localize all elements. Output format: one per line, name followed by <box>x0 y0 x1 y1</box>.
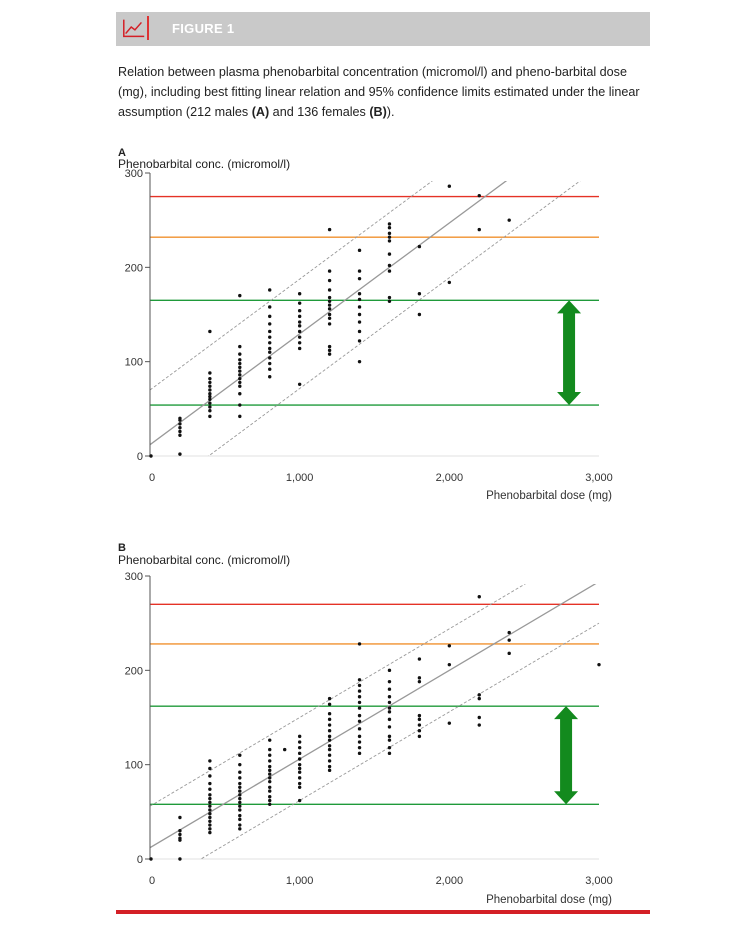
x-axis-label: Phenobarbital dose (mg) <box>486 490 612 502</box>
data-point <box>388 725 391 728</box>
data-point <box>238 797 241 800</box>
data-point <box>388 706 391 709</box>
data-point <box>238 827 241 830</box>
data-point <box>358 689 361 692</box>
data-point <box>418 729 421 732</box>
y-tick-label: 200 <box>124 665 143 678</box>
data-point <box>268 759 271 762</box>
data-point <box>238 804 241 807</box>
data-point <box>208 793 211 796</box>
data-point <box>178 857 181 860</box>
data-point <box>208 812 211 815</box>
y-tick-label: 200 <box>124 262 143 275</box>
x-tick-label: 1,000 <box>285 472 314 484</box>
data-point <box>508 652 511 655</box>
data-point <box>238 801 241 804</box>
data-point <box>358 695 361 698</box>
data-point <box>238 763 241 766</box>
panel-label: B <box>118 542 126 554</box>
data-point <box>478 595 481 598</box>
data-point <box>358 714 361 717</box>
data-point <box>388 738 391 741</box>
data-point <box>358 706 361 709</box>
data-point <box>208 787 211 790</box>
caption-label-a: (A) <box>251 105 270 119</box>
data-point <box>208 767 211 770</box>
data-point <box>208 782 211 785</box>
bottom-rule <box>116 910 650 914</box>
data-point <box>238 771 241 774</box>
caption-text-end: ). <box>386 105 395 119</box>
data-point <box>358 746 361 749</box>
data-point <box>268 765 271 768</box>
data-point <box>478 723 481 726</box>
x-tick-label: 2,000 <box>435 472 464 484</box>
data-point <box>328 765 331 768</box>
x-axis-label: Phenobarbital dose (mg) <box>486 894 612 906</box>
data-point <box>298 776 301 779</box>
data-point <box>238 789 241 792</box>
data-point <box>328 735 331 738</box>
panel-label: A <box>118 147 126 159</box>
data-point <box>268 754 271 757</box>
data-point <box>298 786 301 789</box>
data-point <box>478 697 481 700</box>
data-point <box>508 631 511 634</box>
y-tick-label: 300 <box>124 571 143 583</box>
data-point <box>268 789 271 792</box>
data-point <box>328 712 331 715</box>
data-point <box>208 808 211 811</box>
data-point <box>478 693 481 696</box>
data-point <box>298 735 301 738</box>
data-point <box>268 748 271 751</box>
data-point <box>268 803 271 806</box>
data-point <box>388 718 391 721</box>
data-point <box>298 757 301 760</box>
data-point <box>208 831 211 834</box>
data-point <box>298 740 301 743</box>
data-point <box>418 723 421 726</box>
x-tick-label: 1,000 <box>285 875 314 887</box>
data-point <box>328 748 331 751</box>
data-point <box>178 816 181 819</box>
data-point <box>388 680 391 683</box>
caption-text-start: Relation between plasma phenobarbital concentration (micromol/l) and pheno-barbital dose (mg), including best fitting linear relation and 95% confidence limits estimated under the linear assumption (212 males <box>118 65 640 119</box>
data-point <box>208 827 211 830</box>
data-point <box>328 697 331 700</box>
data-point <box>298 767 301 770</box>
data-point <box>268 786 271 789</box>
data-point <box>283 748 286 751</box>
data-point <box>448 644 451 647</box>
data-point <box>358 727 361 730</box>
data-point <box>418 714 421 717</box>
data-point <box>298 799 301 802</box>
data-point <box>238 808 241 811</box>
data-point <box>238 776 241 779</box>
data-point <box>358 740 361 743</box>
data-point <box>388 746 391 749</box>
data-point <box>478 716 481 719</box>
caption-text-mid: and 136 females <box>269 105 370 119</box>
range-arrow <box>554 706 578 804</box>
data-point <box>418 718 421 721</box>
data-point <box>448 721 451 724</box>
data-point <box>178 837 181 840</box>
caption-label-b: (B) <box>369 105 387 119</box>
data-point <box>328 759 331 762</box>
data-point <box>328 729 331 732</box>
data-point <box>238 786 241 789</box>
data-point <box>388 752 391 755</box>
y-axis-label: Phenobarbital conc. (micromol/l) <box>118 157 291 171</box>
data-point <box>448 663 451 666</box>
data-point <box>388 669 391 672</box>
y-tick-label: 300 <box>124 168 143 180</box>
y-tick-label: 0 <box>136 854 143 866</box>
data-point <box>328 703 331 706</box>
data-point <box>208 820 211 823</box>
y-axis-label: Phenobarbital conc. (micromol/l) <box>118 553 291 567</box>
data-point <box>328 754 331 757</box>
figure-title: FIGURE 1 <box>172 21 235 36</box>
data-point <box>597 663 600 666</box>
data-point <box>358 701 361 704</box>
data-point <box>418 735 421 738</box>
y-tick-label: 100 <box>124 356 143 369</box>
data-point <box>298 771 301 774</box>
data-point <box>238 814 241 817</box>
data-point <box>418 676 421 679</box>
data-point <box>388 688 391 691</box>
data-point <box>208 801 211 804</box>
data-point <box>238 793 241 796</box>
data-point <box>388 695 391 698</box>
data-point <box>238 782 241 785</box>
data-point <box>328 744 331 747</box>
data-point <box>328 723 331 726</box>
data-point <box>328 718 331 721</box>
data-point <box>268 780 271 783</box>
data-point <box>358 752 361 755</box>
data-point <box>208 804 211 807</box>
data-point <box>268 795 271 798</box>
data-point <box>178 833 181 836</box>
data-point <box>208 797 211 800</box>
x-tick-label: 0 <box>148 472 156 484</box>
data-point <box>388 735 391 738</box>
upper-confidence-limit <box>150 540 599 806</box>
x-tick-label: 3,000 <box>585 472 613 484</box>
data-point <box>298 752 301 755</box>
data-point <box>508 638 511 641</box>
data-point <box>178 829 181 832</box>
data-point <box>268 738 271 741</box>
data-point <box>268 799 271 802</box>
data-point <box>418 657 421 660</box>
data-point <box>298 763 301 766</box>
data-point <box>238 818 241 821</box>
data-point <box>208 759 211 762</box>
data-point <box>149 857 152 860</box>
data-point <box>388 710 391 713</box>
data-point <box>298 746 301 749</box>
data-point <box>358 720 361 723</box>
data-point <box>358 684 361 687</box>
y-tick-label: 100 <box>124 759 143 772</box>
data-point <box>238 823 241 826</box>
x-tick-label: 0 <box>148 875 156 887</box>
data-point <box>268 772 271 775</box>
data-point <box>208 816 211 819</box>
data-point <box>268 769 271 772</box>
x-tick-label: 3,000 <box>585 875 613 887</box>
data-point <box>388 701 391 704</box>
fit-line <box>150 582 599 848</box>
data-point <box>208 823 211 826</box>
data-point <box>328 738 331 741</box>
y-tick-label: 0 <box>136 451 143 463</box>
data-point <box>358 642 361 645</box>
x-tick-label: 2,000 <box>435 875 464 887</box>
data-point <box>328 769 331 772</box>
data-point <box>358 735 361 738</box>
data-point <box>208 774 211 777</box>
data-point <box>238 754 241 757</box>
lower-confidence-limit <box>150 623 599 889</box>
data-point <box>358 678 361 681</box>
data-point <box>418 680 421 683</box>
data-point <box>298 782 301 785</box>
data-point <box>268 776 271 779</box>
